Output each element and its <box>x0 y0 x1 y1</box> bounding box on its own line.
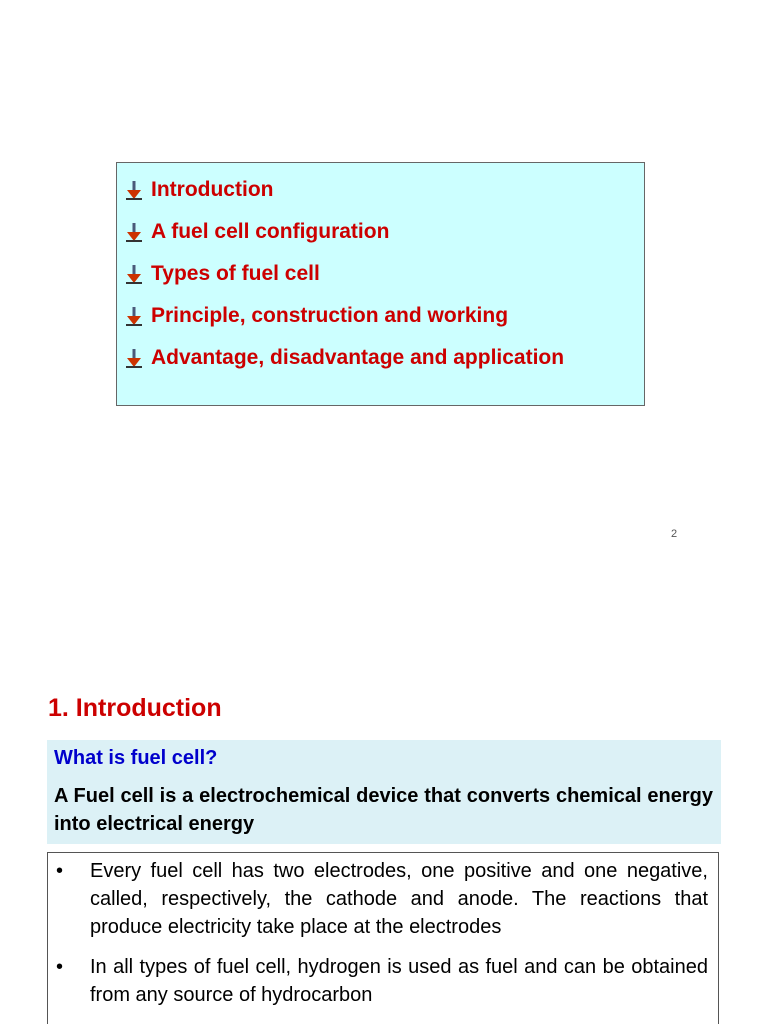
down-arrow-bullet-icon <box>125 221 143 243</box>
outline-item-introduction <box>125 169 644 211</box>
bullet-item <box>56 953 708 1009</box>
bullet-dot-icon: • <box>56 860 64 882</box>
page-number: 2 <box>671 528 678 540</box>
bullet-text: Every fuel cell has two electrodes, one positive and one negative, called, respectively, the cathode and anode. The reactions that produce electricity take place at the electrodes <box>90 860 708 938</box>
outline-item-principle <box>125 295 644 337</box>
down-arrow-bullet-icon <box>125 305 143 327</box>
outline-item-types <box>125 253 644 295</box>
bullet-text: In all types of fuel cell, hydrogen is used as fuel and can be obtained from any source of hydrocarbon <box>90 956 708 1006</box>
outline-item-label: Principle, construction and working <box>151 304 509 327</box>
outline-item-label: Types of fuel cell <box>151 262 320 285</box>
outline-item-label: Introduction <box>151 178 274 201</box>
outline-box <box>116 162 645 406</box>
definition-answer: A Fuel cell is a electrochemical device that converts chemical energy into electrical energy <box>54 785 713 835</box>
outline-item-label: Advantage, disadvantage and application <box>151 346 565 369</box>
down-arrow-bullet-icon <box>125 263 143 285</box>
definition-box <box>47 740 721 844</box>
bullet-dot-icon: • <box>56 956 64 978</box>
definition-question: What is fuel cell? <box>54 747 218 769</box>
bullet-item <box>56 857 708 941</box>
outline-item-advantage <box>125 337 644 379</box>
section-heading: 1. Introduction <box>48 694 222 722</box>
outline-item-configuration <box>125 211 644 253</box>
bullets-box <box>47 852 719 1024</box>
down-arrow-bullet-icon <box>125 347 143 369</box>
outline-item-label: A fuel cell configuration <box>151 220 390 243</box>
down-arrow-bullet-icon <box>125 179 143 201</box>
